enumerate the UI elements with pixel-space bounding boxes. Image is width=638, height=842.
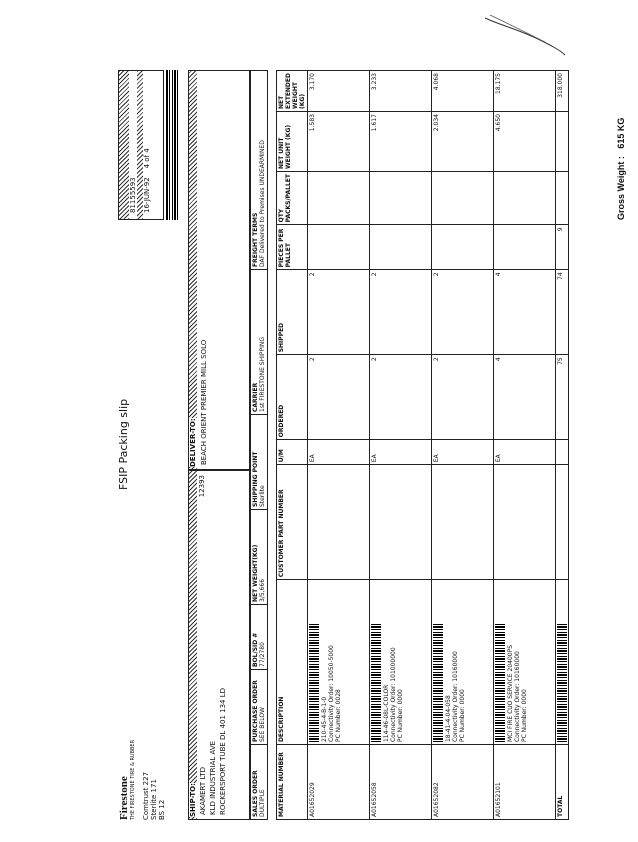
row-shipped: 2	[432, 270, 494, 355]
deliver-to-hatch	[189, 71, 197, 469]
row-material: A01652101	[494, 745, 556, 820]
carrier-cell	[251, 270, 268, 415]
header-right-box	[118, 70, 164, 220]
row-ordered: 2	[370, 355, 432, 440]
table-row	[308, 71, 370, 820]
bol-label: BOL/SID #	[252, 632, 259, 667]
row-packs	[494, 172, 556, 225]
col-unit-weight: NET UNIT WEIGHT (KG)	[277, 112, 308, 172]
net-weight-label: NET WEIGHT(KG)	[252, 544, 259, 602]
table-row	[370, 71, 432, 820]
row-ordered: 2	[432, 355, 494, 440]
gross-weight	[616, 118, 626, 220]
totals-barcode-cell	[556, 580, 569, 745]
deliver-to-line: BEACH ORIENT PREMIER MILL SOLO	[200, 339, 208, 465]
bol-value: 77/2780	[259, 642, 266, 667]
totals-empty-1	[556, 465, 569, 580]
row-desc-3: PC Number: 0000	[397, 689, 404, 743]
order-info-table	[250, 70, 268, 820]
row-um: EA	[432, 440, 494, 465]
row-packs	[370, 172, 432, 225]
totals-ordered: 75	[556, 355, 569, 440]
totals-barcode	[557, 622, 567, 742]
row-packs	[308, 172, 370, 225]
row-desc-2: Connectivity Order: 10160000	[514, 651, 521, 743]
col-ext-weight: NET EXTENDED WEIGHT (KG)	[277, 71, 308, 112]
row-barcode	[309, 622, 319, 742]
row-shipped: 2	[308, 270, 370, 355]
row-packs	[432, 172, 494, 225]
row-description	[494, 580, 556, 745]
col-packs: QTY PACKS/PALLET	[277, 172, 308, 225]
doc-number: 81155593	[129, 177, 137, 213]
totals-empty-2	[556, 440, 569, 465]
header-barcode	[166, 70, 178, 220]
row-customer-part	[494, 465, 556, 580]
company-block	[118, 700, 178, 820]
ship-to-label: SHIP-TO:	[189, 783, 197, 817]
doc-date-page	[143, 71, 151, 219]
column-header-row	[277, 71, 308, 820]
row-desc-3: PC Number: 0000	[521, 689, 528, 743]
row-material: A01652058	[370, 745, 432, 820]
totals-label: TOTAL	[556, 745, 569, 820]
purchase-order-value: SEE BELOW	[259, 707, 266, 742]
shipping-point-cell	[251, 415, 268, 510]
doc-page: 4 of 4	[143, 148, 152, 169]
row-desc-2: Connectivity Order: 10050-5000	[328, 645, 335, 743]
row-material: A01652029	[308, 745, 370, 820]
col-ordered: ORDERED	[277, 355, 308, 440]
row-um: EA	[370, 440, 432, 465]
totals-empty-4	[556, 112, 569, 172]
row-um: EA	[308, 440, 370, 465]
doc-date: 16-JUN-92	[143, 177, 152, 213]
row-desc-1: 114-46-08L-COLOR	[383, 684, 390, 743]
row-pieces	[370, 225, 432, 270]
handwritten-mark	[480, 10, 570, 60]
shipping-point-value: Sterlite	[259, 485, 266, 507]
row-ext-weight: 4.068	[432, 71, 494, 112]
row-material: A01652082	[432, 745, 494, 820]
row-desc-3: PC Number: 0000	[459, 689, 466, 743]
row-description	[370, 580, 432, 745]
ship-to-code: 12393	[198, 475, 206, 498]
totals-shipped: 74	[556, 270, 569, 355]
deliver-to-label: DELIVER-TO:	[189, 418, 197, 467]
freight-label: FREIGHT TERMS	[252, 212, 259, 267]
gross-weight-value: 615 KG	[616, 117, 626, 149]
col-um: U/M	[277, 440, 308, 465]
net-weight-value: 3/5,666	[259, 578, 266, 602]
table-row	[432, 71, 494, 820]
col-shipped: SHIPPED	[277, 270, 308, 355]
row-ordered: 2	[308, 355, 370, 440]
row-desc-1: MCI FIRE CUO SERVICE 20400PS	[507, 644, 514, 743]
row-ext-weight: 3.233	[370, 71, 432, 112]
deliver-to-box	[188, 70, 250, 470]
ship-to-line-1: AKAMERT LTD	[199, 767, 207, 815]
row-description	[308, 580, 370, 745]
shipping-point-label: SHIPPING POINT	[252, 451, 259, 507]
page-content	[118, 60, 638, 820]
row-pieces	[494, 225, 556, 270]
company-tagline: THE FIRESTONE TIRE & RUBBER	[129, 739, 136, 820]
gross-weight-label: Gross Weight :	[616, 156, 626, 220]
row-customer-part	[370, 465, 432, 580]
row-barcode	[371, 622, 381, 742]
totals-packs: 9	[556, 225, 569, 270]
page-title: FSIP Packing slip	[117, 398, 130, 490]
table-row	[494, 71, 556, 820]
totals-row	[556, 71, 569, 820]
company-address-2: Sterlite 171	[150, 779, 159, 820]
freight-value: DAF Delivered to Premises UNDEARMINED	[259, 140, 266, 267]
ship-to-line-3: ROCKERSPORT TUBE DL 401 134 LD	[219, 688, 228, 815]
col-description: DESCRIPTION	[277, 580, 308, 745]
purchase-order-label: PURCHASE ORDER	[252, 680, 259, 742]
row-unit-weight: 1.583	[308, 112, 370, 172]
row-shipped: 4	[494, 270, 556, 355]
ship-to-line-2: KLD INDUSTRIAL AVE	[209, 740, 218, 815]
row-barcode	[433, 622, 443, 742]
row-unit-weight: 1.617	[370, 112, 432, 172]
row-desc-2: Connectivity Order: 101000000	[390, 647, 397, 743]
row-um: EA	[494, 440, 556, 465]
col-customer-part: CUSTOMER PART NUMBER	[277, 465, 308, 580]
row-customer-part	[432, 465, 494, 580]
row-desc-1: 18-41-4-04-058	[445, 695, 452, 743]
sales-order-cell	[251, 745, 268, 820]
line-items-table	[276, 70, 569, 820]
col-pieces: PIECES PER PALLET	[277, 225, 308, 270]
row-desc-1: 210-45-4-B-1-0	[321, 696, 328, 743]
ship-to-box	[188, 470, 250, 820]
freight-cell	[251, 71, 268, 270]
row-desc-3: PC Number: 0028	[335, 689, 342, 743]
sales-order-label: SALES ORDER	[252, 770, 259, 817]
carrier-label: CARRIER	[252, 382, 259, 412]
row-ordered: 4	[494, 355, 556, 440]
row-pieces	[432, 225, 494, 270]
row-shipped: 2	[370, 270, 432, 355]
company-address-1: Comtrust 227	[142, 771, 151, 820]
row-ext-weight: 3.170	[308, 71, 370, 112]
row-unit-weight: 2.034	[432, 112, 494, 172]
sales-order-value: DULTIPLE	[259, 789, 266, 817]
carrier-value: 1st FIRESTONE SHIPPING	[259, 337, 266, 412]
purchase-order-cell	[251, 670, 268, 745]
row-barcode	[495, 622, 505, 742]
totals-ext-weight: 318.000	[556, 71, 569, 112]
totals-empty-3	[556, 172, 569, 225]
net-weight-cell	[251, 510, 268, 605]
row-pieces	[308, 225, 370, 270]
row-ext-weight: 18.175	[494, 71, 556, 112]
company-address-3: BS 12	[158, 799, 167, 820]
row-description	[432, 580, 494, 745]
col-material: MATERIAL NUMBER	[277, 745, 308, 820]
company-logo: Firestone	[118, 776, 130, 820]
bol-cell	[251, 605, 268, 670]
row-unit-weight: 4.650	[494, 112, 556, 172]
row-desc-2: Connectivity Order: 10160000	[452, 651, 459, 743]
header-hatch	[119, 71, 129, 219]
row-customer-part	[308, 465, 370, 580]
ship-to-hatch	[189, 471, 197, 819]
